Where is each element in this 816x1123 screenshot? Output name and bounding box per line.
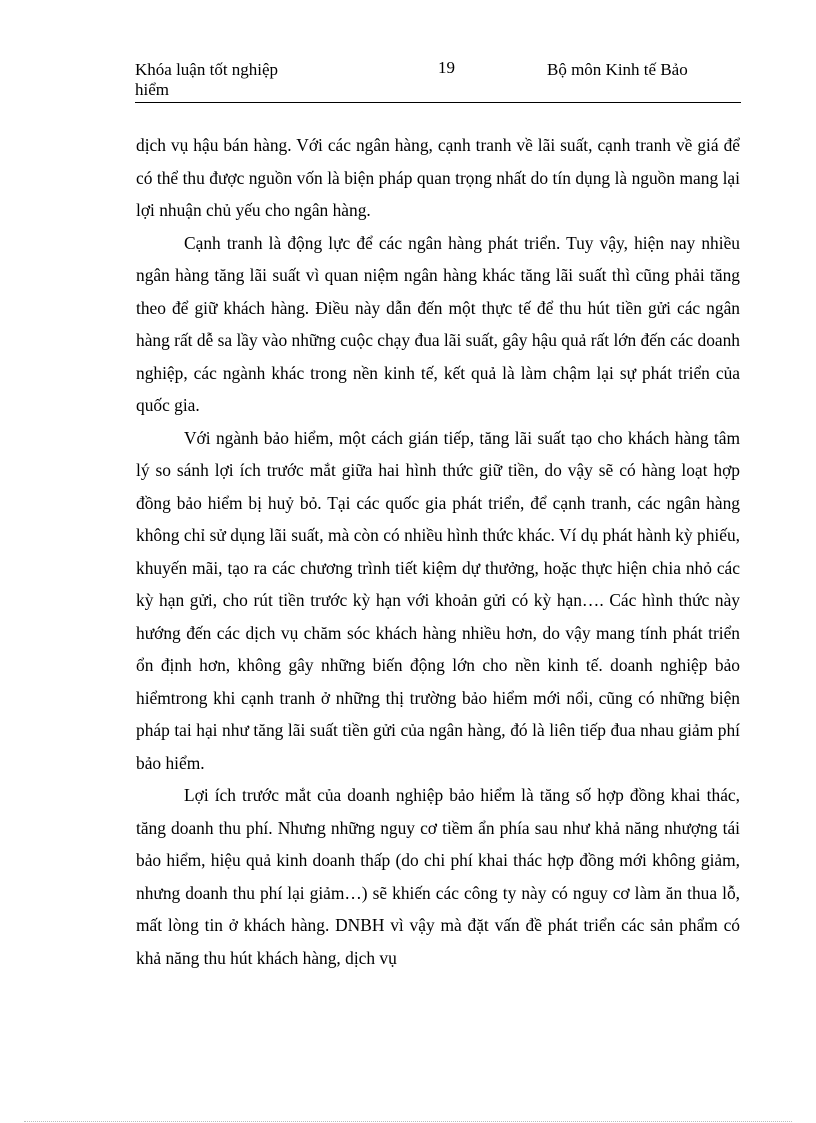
page-bottom-divider	[24, 1121, 792, 1122]
paragraph-continuation: dịch vụ hậu bán hàng. Với các ngân hàng, cạnh tranh về lãi suất, cạnh tranh về giá để có thể thu được nguồn vốn là biện pháp quan trọng nhất do tín dụng là nguồn mang lại lợi nhuận chủ yếu cho ngân hàng.	[136, 135, 740, 220]
header-thesis-title	[135, 60, 278, 100]
document-body	[136, 129, 740, 974]
page-header	[135, 58, 741, 103]
header-department: Bộ môn Kinh tế Bảo	[547, 60, 688, 79]
paragraph-competition: Cạnh tranh là động lực để các ngân hàng phát triển. Tuy vậy, hiện nay nhiều ngân hàng tăng lãi suất vì quan niệm ngân hàng khác tăng lãi suất thì cũng phải tăng theo để giữ khách hàng. Điều này dẫn đến một thực tế để thu hút tiền gửi các ngân hàng rất dễ sa lầy vào những cuộc chạy đua lãi suất, gây hậu quả rất lớn đến các doanh nghiệp, các ngành khác trong nền kinh tế, kết quả là làm chậm lại sự phát triển của quốc gia.	[136, 232, 740, 415]
header-left-line2: hiểm	[135, 80, 169, 99]
paragraph-insurance-industry: Với ngành bảo hiểm, một cách gián tiếp, tăng lãi suất tạo cho khách hàng tâm lý so sánh lợi ích trước mắt giữa hai hình thức giữ tiền, do vậy sẽ có hàng loạt hợp đồng bảo hiểm bị huỷ bỏ. Tại các quốc gia phát triển, để cạnh tranh, các ngân hàng không chỉ sử dụng lãi suất, mà còn có nhiều hình thức khác. Ví dụ phát hành kỳ phiếu, khuyến mãi, tạo ra các chương trình tiết kiệm dự thưởng, hoặc thực hiện chia nhỏ các kỳ hạn gửi, cho rút tiền trước kỳ hạn với khoản gửi có kỳ hạn…. Các hình thức này hướng đến các dịch vụ chăm sóc khách hàng nhiều hơn, do vậy mang tính phát triển ổn định hơn, không gây những biến động lớn cho nền kinh tế. doanh nghiệp bảo hiểmtrong khi cạnh tranh ở những thị trường bảo hiểm mới nổi, cũng có những biện pháp tai hại như tăng lãi suất tiền gửi của ngân hàng, đó là liên tiếp đua nhau giảm phí bảo hiểm.	[136, 427, 740, 773]
paragraph-immediate-benefit: Lợi ích trước mắt của doanh nghiệp bảo hiểm là tăng số hợp đồng khai thác, tăng doanh thu phí. Nhưng những nguy cơ tiềm ẩn phía sau như khả năng nhượng tái bảo hiểm, hiệu quả kinh doanh thấp (do chi phí khai thác hợp đồng mới không giảm, nhưng doanh thu phí lại giảm…) sẽ khiến các công ty này có nguy cơ làm ăn thua lỗ, mất lòng tin ở khách hàng. DNBH vì vậy mà đặt vấn đề phát triển các sản phẩm có khả năng thu hút khách hàng, dịch vụ	[136, 785, 740, 968]
page-number: 19	[438, 58, 455, 77]
header-left-line1: Khóa luận tốt nghiệp	[135, 60, 279, 79]
